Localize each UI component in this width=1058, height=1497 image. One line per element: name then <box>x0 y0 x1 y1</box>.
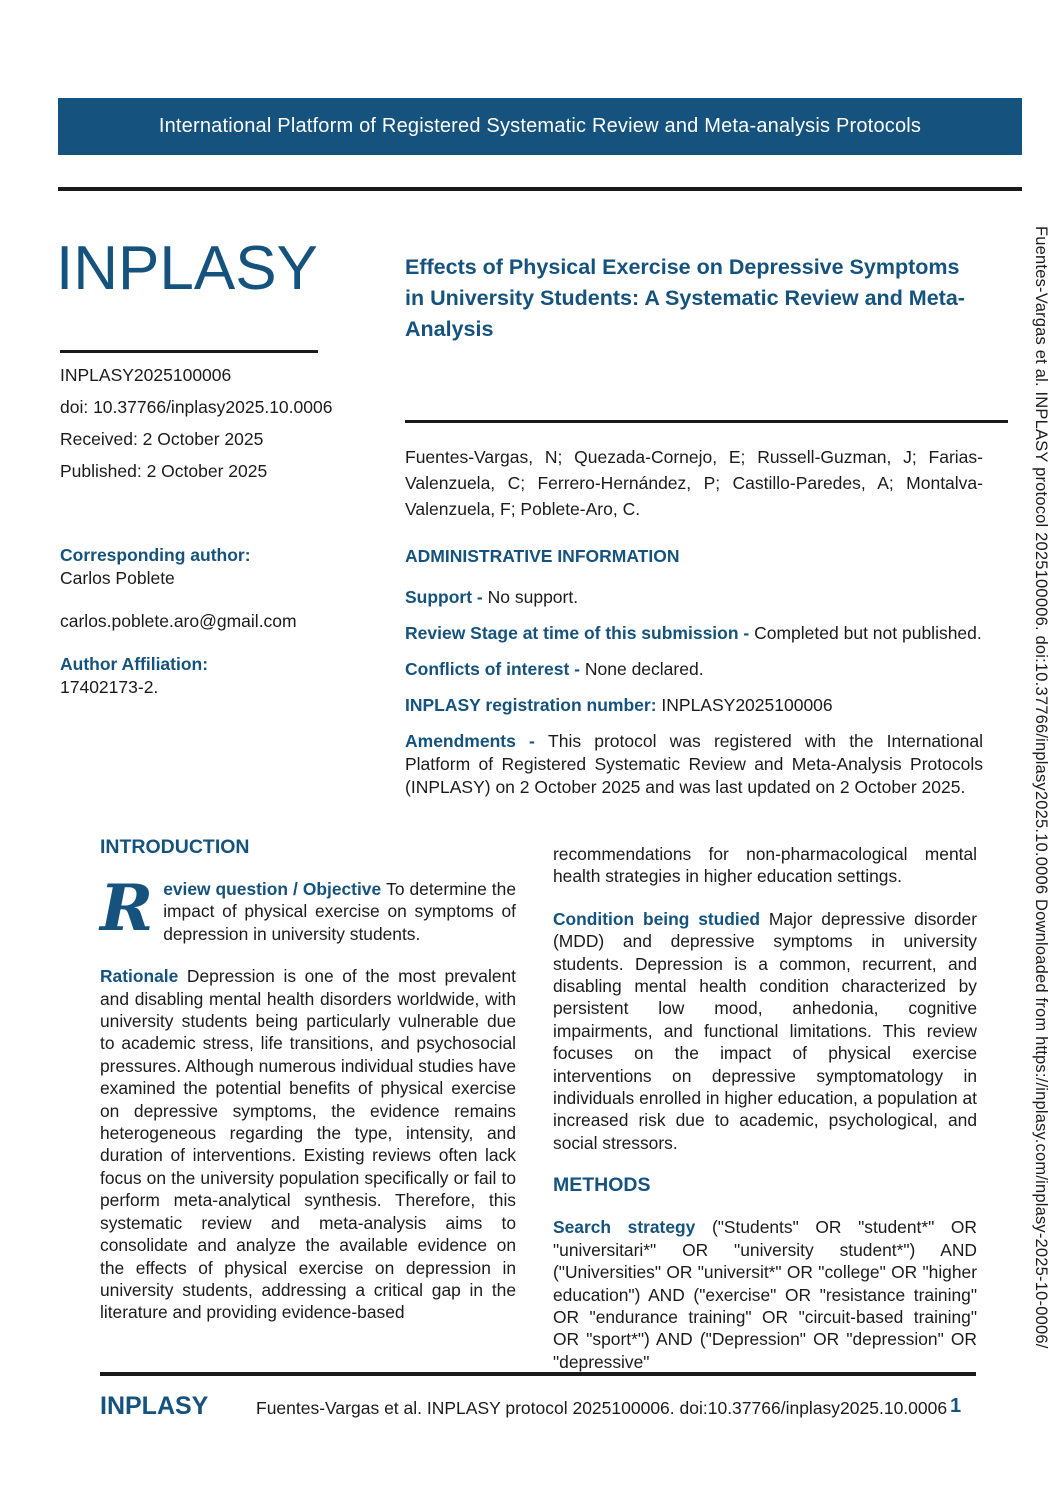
methods-heading: METHODS <box>553 1174 651 1197</box>
author-affiliation-value: 17402173-2. <box>60 677 159 697</box>
conflicts-value: None declared. <box>584 659 704 679</box>
body-column-right <box>553 843 977 1373</box>
footer-divider <box>100 1372 976 1376</box>
search-strategy-paragraph <box>553 1216 977 1373</box>
review-question-label: eview question / Objective <box>163 879 387 899</box>
dropcap-letter: R <box>100 871 154 946</box>
registration-id: INPLASY2025100006 <box>60 365 232 385</box>
review-stage-value: Completed but not published. <box>754 623 982 643</box>
conflicts-label: Conflicts of interest - <box>405 659 585 679</box>
platform-banner-text: International Platform of Registered Systematic Review and Meta-analysis Protocols <box>158 115 922 137</box>
search-strategy-text: ("Students" OR "student*" OR "universitari*" OR "university student*") AND ("Universities" OR "universit*" OR "college" OR "higher education") AND ("exercise" OR "resistance training" OR "endurance training" OR "circuit-based training" OR "sport*") AND ("Depression" OR "depression" OR "depressive" <box>553 1217 977 1372</box>
introduction-heading: INTRODUCTION <box>100 836 250 858</box>
review-stage-label: Review Stage at time of this submission - <box>405 623 755 643</box>
rationale-label: Rationale <box>100 966 187 987</box>
registration-label: INPLASY registration number: <box>405 695 662 715</box>
search-strategy-label: Search strategy <box>553 1217 712 1238</box>
condition-paragraph <box>553 908 977 1154</box>
conflicts-line <box>405 658 983 681</box>
support-value: No support. <box>487 587 579 607</box>
received-date: Received: 2 October 2025 <box>60 429 264 449</box>
author-affiliation-label: Author Affiliation: <box>60 654 209 674</box>
rationale-paragraph <box>100 965 516 1324</box>
platform-banner <box>58 98 1022 155</box>
rationale-continuation: recommendations for non-pharmacological mental health strategies in higher education settings. <box>553 844 977 887</box>
support-line <box>405 586 983 609</box>
amendments-line <box>405 730 983 799</box>
body-column-left <box>100 836 516 1324</box>
review-question-paragraph <box>100 871 516 946</box>
contact-block <box>60 544 297 699</box>
vertical-margin-citation: Fuentes-Vargas et al. INPLASY protocol 2025100006. doi:10.37766/inplasy2025.10.0006 Downloaded from https://inplasy.com/inplasy-2025-10-0006/ <box>1032 226 1050 1349</box>
footer-citation: Fuentes-Vargas et al. INPLASY protocol 2025100006. doi:10.37766/inplasy2025.10.0006 <box>256 1398 948 1418</box>
registration-line <box>405 694 983 717</box>
amendments-value: This protocol was registered with the International Platform of Registered Systematic Review and Meta-Analysis Protocols (INPLASY) on 2 October 2025 and was last updated on 2 October 2025. <box>405 731 984 797</box>
administrative-information <box>405 545 983 812</box>
top-divider <box>58 187 1022 191</box>
corresponding-author-name: Carlos Poblete <box>60 568 175 588</box>
title-divider <box>405 420 1008 423</box>
published-date: Published: 2 October 2025 <box>60 461 268 481</box>
page-number: 1 <box>950 1395 962 1417</box>
condition-label: Condition being studied <box>553 908 769 929</box>
corresponding-author-email: carlos.poblete.aro@gmail.com <box>60 611 297 631</box>
review-stage-line <box>405 622 983 645</box>
article-title: Effects of Physical Exercise on Depressive Symptoms in University Students: A Systematic Review and Meta-Analysis <box>405 255 965 341</box>
footer-logo: INPLASY <box>100 1392 209 1420</box>
logo-divider <box>60 350 318 353</box>
amendments-label: Amendments - <box>405 731 549 751</box>
admin-heading: ADMINISTRATIVE INFORMATION <box>405 546 680 566</box>
rationale-text: Depression is one of the most prevalent and disabling mental health disorders worldwide, with university students being particularly vulnerable due to academic stress, life transitions, and psychosocial pressures. Although numerous individual studies have examined the potential benefits of physical exercise on depressive symptoms, the evidence remains heterogeneous regarding the type, intensity, and duration of interventions. Existing reviews often lack focus on the university population specifically or fail to perform meta-analytical synthesis. Therefore, this systematic review and meta-analysis aims to consolidate and analyze the available evidence on the effects of physical exercise on depression in university students, addressing a critical gap in the literature and providing evidence-based <box>100 966 516 1323</box>
support-label: Support - <box>405 587 488 607</box>
review-question-text: To determine the impact of physical exercise on symptoms of depression in university students. <box>163 879 516 944</box>
registration-value: INPLASY2025100006 <box>661 695 833 715</box>
inplasy-logo: INPLASY <box>56 234 318 303</box>
condition-text: Major depressive disorder (MDD) and depressive symptoms in university students. Depression is a common, recurrent, and disabling mental health condition characterized by persistent low mood, anhedonia, cognitive impairments, and functional limitations. This review focuses on the impact of physical exercise interventions on depressive symptomatology in individuals enrolled in higher education, a population at increased risk due to academic, psychological, and social stressors. <box>553 908 977 1153</box>
doi-line: doi: 10.37766/inplasy2025.10.0006 <box>60 397 333 417</box>
corresponding-author-label: Corresponding author: <box>60 545 251 565</box>
author-list: Fuentes-Vargas, N; Quezada-Cornejo, E; Russell-Guzman, J; Farias-Valenzuela, C; Ferrero-Hernández, P; Castillo-Paredes, A; Montalva-Valenzuela, F; Poblete-Aro, C. <box>405 447 983 519</box>
protocol-meta <box>60 366 332 494</box>
